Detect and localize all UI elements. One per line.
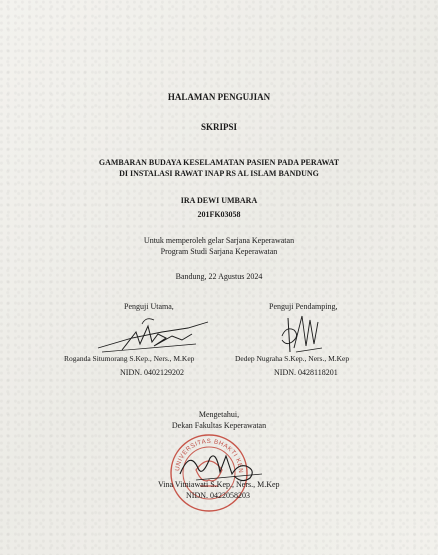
- dean-position: Dekan Fakultas Keperawatan: [171, 421, 267, 430]
- document-type: SKRIPSI: [200, 122, 237, 132]
- dean-nidn: NIDN. 0422058203: [186, 491, 250, 500]
- author-name: IRA DEWI UMBARA: [180, 196, 258, 205]
- main-examiner-nidn: NIDN. 0402129202: [120, 368, 184, 377]
- place-date: Bandung, 22 Agustus 2024: [175, 272, 263, 281]
- main-examiner-role: Penguji Utama,: [124, 302, 174, 311]
- main-examiner-signature: [92, 308, 212, 356]
- svg-text:UNIVERSITAS BHAKTI KENCANA: UNIVERSITAS BHAKTI KENCANA: [163, 425, 245, 474]
- companion-examiner-name: Dedep Nugraha S.Kep., Ners., M.Kep: [235, 354, 350, 363]
- student-id: 201FK03058: [197, 210, 241, 219]
- approval-label: Mengetahui,: [198, 410, 240, 419]
- purpose-line-1: Untuk memperoleh gelar Sarjana Keperawatan: [143, 236, 295, 245]
- companion-examiner-nidn: NIDN. 0428118201: [274, 368, 338, 377]
- companion-examiner-signature: [278, 312, 328, 358]
- thesis-title-line-2: DI INSTALASI RAWAT INAP RS AL ISLAM BANDUNG: [119, 169, 319, 178]
- page-title: HALAMAN PENGUJIAN: [167, 92, 271, 102]
- thesis-title-line-1: GAMBARAN BUDAYA KESELAMATAN PASIEN PADA PERAWAT: [98, 158, 340, 167]
- purpose-line-2: Program Studi Sarjana Keperawatan: [160, 247, 278, 256]
- companion-examiner-role: Penguji Pendamping,: [269, 302, 338, 311]
- dean-name: Vina Vitniawati S.Kep., Ners., M.Kep: [158, 480, 280, 489]
- main-examiner-name: Roganda Situmorang S.Kep., Ners., M.Kep: [64, 354, 195, 363]
